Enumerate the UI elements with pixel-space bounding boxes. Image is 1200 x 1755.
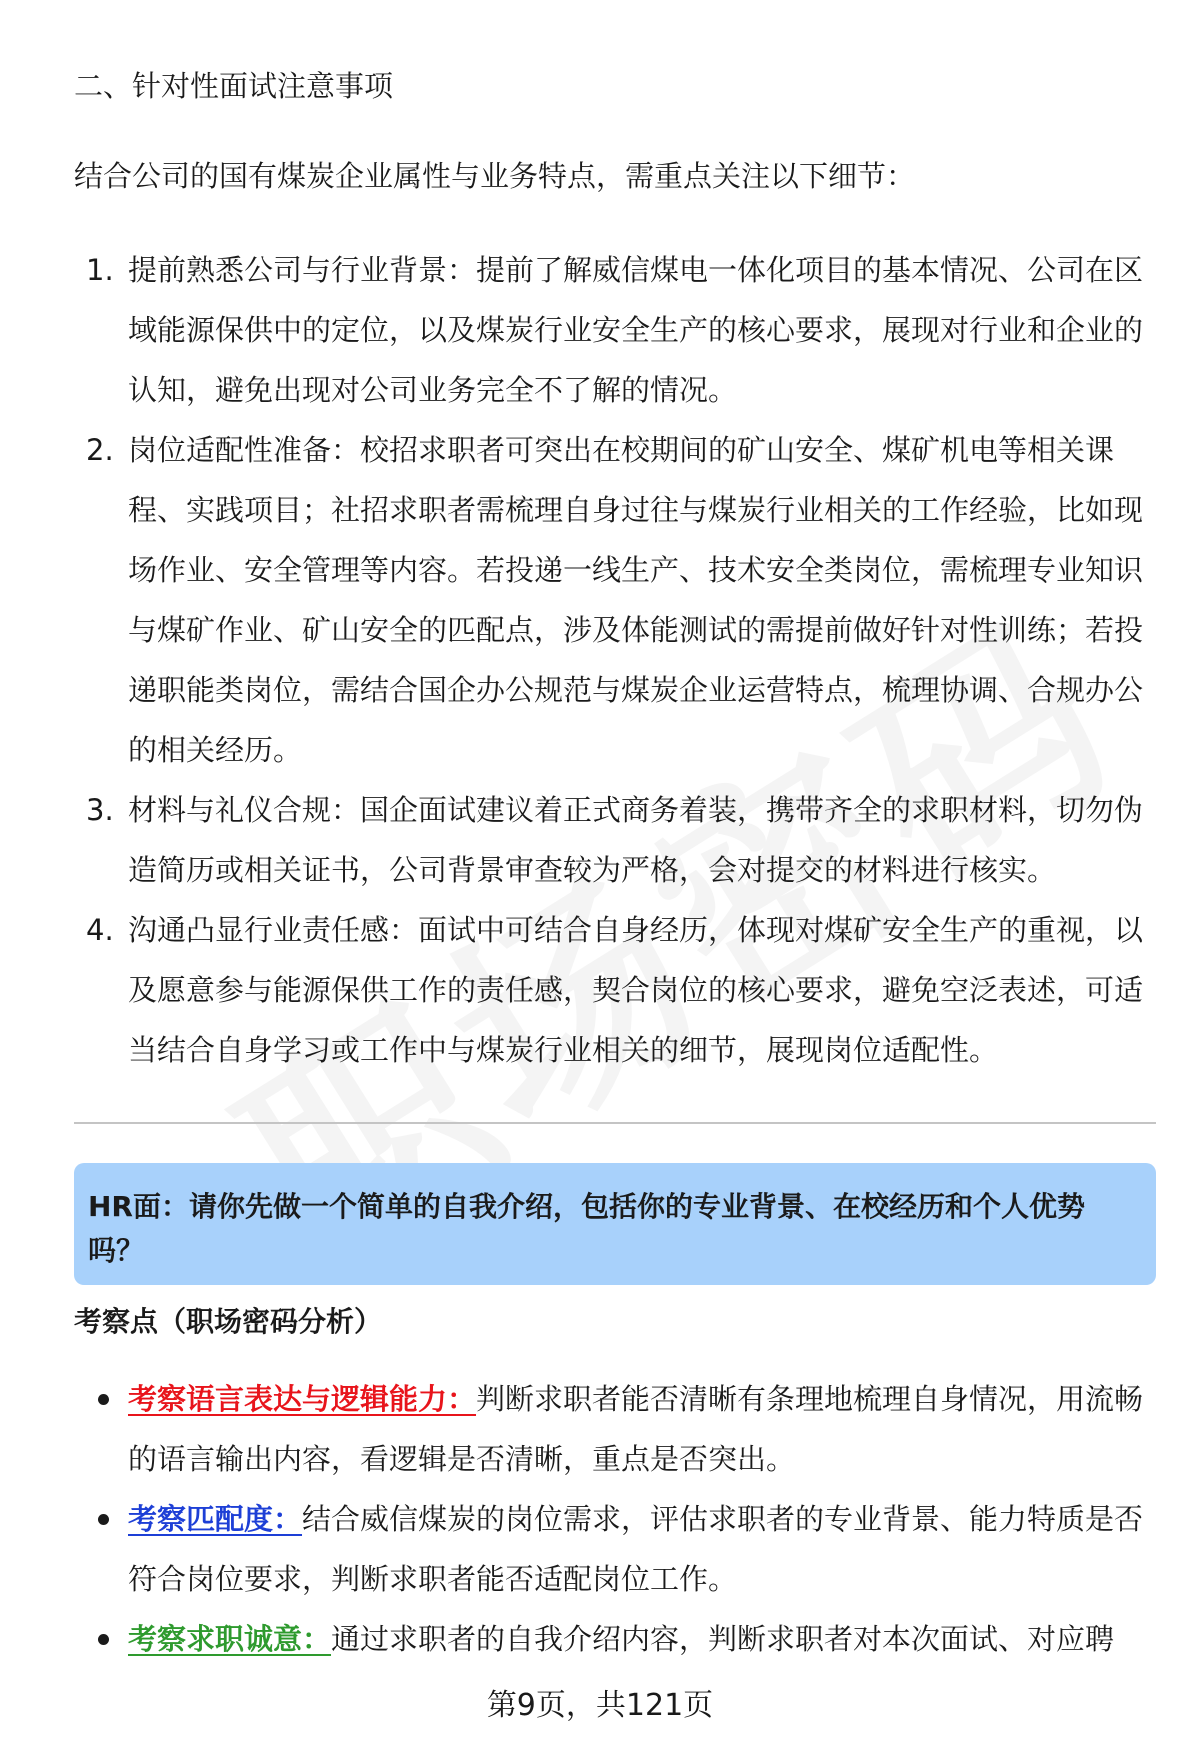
list-item <box>74 240 1144 420</box>
list-item <box>74 1369 1144 1489</box>
point-label: 考察匹配度： <box>128 1502 303 1536</box>
list-item-text: 沟通凸显行业责任感：面试中可结合自身经历，体现对煤矿安全生产的重视，以及愿意参与能源保供工作的责任感，契合岗位的核心要求，避免空泛表述，可适当结合自身学习或工作中与煤炭行业相关的细节，展现岗位适配性。 <box>128 913 1144 1067</box>
bullet-icon <box>98 1514 109 1525</box>
notes-list <box>74 240 1144 1080</box>
page-number: 第9页，共121页 <box>486 1688 714 1723</box>
question-box: HR面：请你先做一个简单的自我介绍，包括你的专业背景、在校经历和个人优势吗？ <box>74 1163 1156 1285</box>
list-number: 2. <box>86 433 114 467</box>
analysis-title: 考察点（职场密码分析） <box>74 1305 383 1338</box>
section-title: 二、针对性面试注意事项 <box>74 69 394 103</box>
section-divider <box>74 1122 1156 1124</box>
list-item <box>74 900 1144 1080</box>
point-text: 通过求职者的自我介绍内容，判断求职者对本次面试、对应聘 <box>331 1622 1115 1656</box>
list-number: 4. <box>86 913 114 947</box>
list-item <box>74 420 1144 780</box>
list-number: 3. <box>86 793 114 827</box>
point-text: 判断求职者能否清晰有条理地梳理自身情况，用流畅的语言输出内容，看逻辑是否清晰，重点是否突出。 <box>128 1382 1144 1476</box>
list-number: 1. <box>86 253 114 287</box>
point-text: 结合威信煤炭的岗位需求，评估求职者的专业背景、能力特质是否符合岗位要求，判断求职者能否适配岗位工作。 <box>128 1502 1144 1596</box>
intro-paragraph: 结合公司的国有煤炭企业属性与业务特点，需重点关注以下细节： <box>74 159 916 193</box>
list-item-text: 岗位适配性准备：校招求职者可突出在校期间的矿山安全、煤矿机电等相关课程、实践项目；社招求职者需梳理自身过往与煤炭行业相关的工作经验，比如现场作业、安全管理等内容。若投递一线生产、技术安全类岗位，需梳理专业知识与煤矿作业、矿山安全的匹配点，涉及体能测试的需提前做好针对性训练；若投递职能类岗位，需结合国企办公规范与煤炭企业运营特点，梳理协调、合规办公的相关经历。 <box>128 433 1144 767</box>
point-label: 考察求职诚意： <box>128 1622 332 1656</box>
bullet-icon <box>98 1394 109 1405</box>
point-label: 考察语言表达与逻辑能力： <box>128 1382 477 1416</box>
list-item <box>74 1609 1144 1669</box>
list-item <box>74 1489 1144 1609</box>
list-item <box>74 780 1144 900</box>
list-item-text: 提前熟悉公司与行业背景：提前了解威信煤电一体化项目的基本情况、公司在区域能源保供中的定位，以及煤炭行业安全生产的核心要求，展现对行业和企业的认知，避免出现对公司业务完全不了解的情况。 <box>128 253 1144 407</box>
list-item-text: 材料与礼仪合规：国企面试建议着正式商务着装，携带齐全的求职材料，切勿伪造简历或相关证书，公司背景审查较为严格，会对提交的材料进行核实。 <box>128 793 1144 887</box>
bullet-icon <box>98 1634 109 1645</box>
analysis-points-list <box>74 1369 1144 1669</box>
